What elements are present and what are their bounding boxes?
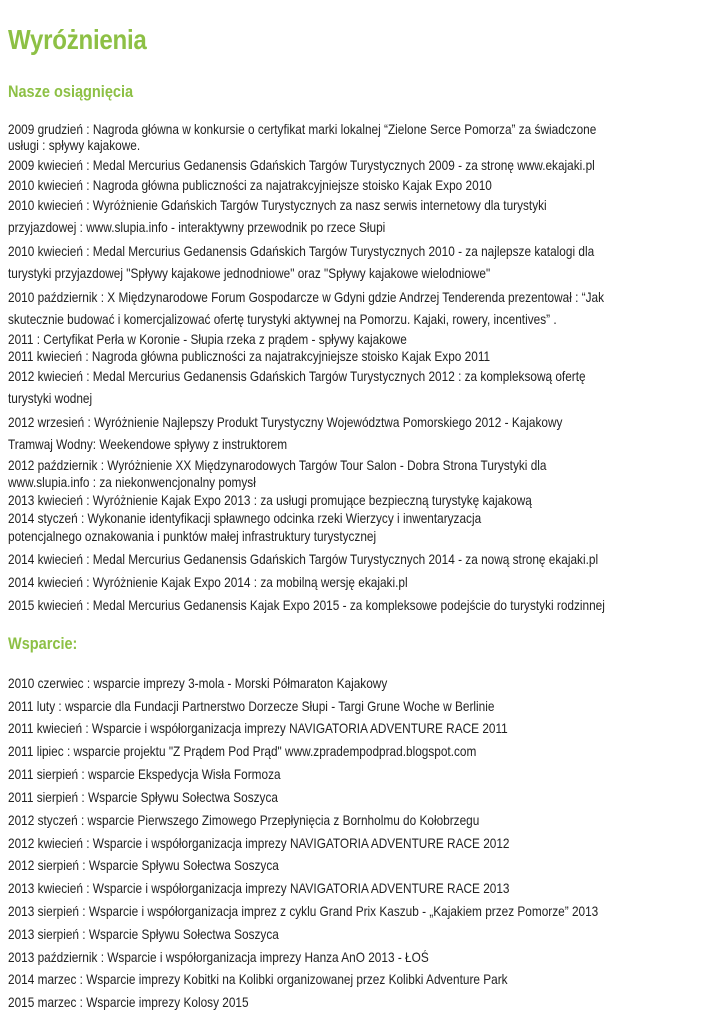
support-line: 2011 luty : wsparcie dla Fundacji Partnerstwo Dorzecze Słupi - Targi Grune Woche w Berlinie	[8, 699, 495, 714]
support-line: 2013 sierpień : Wsparcie i współorganizacja imprez z cyklu Grand Prix Kaszub - „Kajakiem przez Pomorze” 2013	[8, 904, 599, 919]
support-heading: Wsparcie:	[8, 635, 78, 653]
support-line: 2011 sierpień : wsparcie Ekspedycja Wisła Formoza	[8, 767, 281, 782]
support-line: 2013 sierpień : Wsparcie Spływu Sołectwa Soszyca	[8, 927, 279, 942]
achievement-line: turystyki przyjazdowej "Spływy kajakowe jednodniowe" oraz "Spływy kajakowe wielodniowe"	[8, 266, 491, 281]
support-line: 2014 marzec : Wsparcie imprezy Kobitki na Kolibki organizowanej przez Kolibki Adventure Park	[8, 972, 508, 987]
support-line: 2012 styczeń : wsparcie Pierwszego Zimowego Przepłynięcia z Bornholmu do Kołobrzegu	[8, 813, 480, 828]
achievement-line: 2010 kwiecień : Wyróżnienie Gdańskich Targów Turystycznych za nasz serwis internetowy dla turystyki	[8, 198, 547, 213]
support-line: 2013 kwiecień : Wsparcie i współorganizacja imprezy NAVIGATORIA ADVENTURE RACE 2013	[8, 881, 510, 896]
achievement-line: www.slupia.info : za niekonwencjonalny pomysł	[8, 475, 256, 490]
achievement-line: skutecznie budować i komercjalizować ofertę turystyki aktywnej na Pomorzu. Kajaki, rowery, incentives” .	[8, 312, 557, 327]
achievement-line: 2012 wrzesień : Wyróżnienie Najlepszy Produkt Turystyczny Województwa Pomorskiego 2012 - Kajakowy	[8, 415, 563, 430]
achievement-line: 2012 kwiecień : Medal Mercurius Gedanensis Gdańskich Targów Turystycznych 2012 : za kompleksową ofertę	[8, 369, 586, 384]
achievement-line: 2010 kwiecień : Nagroda główna publiczności za najatrakcyjniejsze stoisko Kajak Expo 2010	[8, 178, 492, 193]
achievement-line: 2011 kwiecień : Nagroda główna publiczności za najatrakcyjniejsze stoisko Kajak Expo 2011	[8, 349, 491, 364]
support-line: 2015 marzec : Wsparcie imprezy Kolosy 2015	[8, 995, 249, 1010]
support-line: 2012 sierpień : Wsparcie Spływu Sołectwa Soszyca	[8, 858, 279, 873]
achievement-line: 2014 styczeń : Wykonanie identyfikacji spławnego odcinka rzeki Wierzycy i inwentaryzacja	[8, 511, 482, 526]
achievement-line: 2011 : Certyfikat Perła w Koronie - Słupia rzeka z prądem - spływy kajakowe	[8, 332, 407, 347]
support-line: 2012 kwiecień : Wsparcie i współorganizacja imprezy NAVIGATORIA ADVENTURE RACE 2012	[8, 836, 510, 851]
support-line: 2010 czerwiec : wsparcie imprezy 3-mola - Morski Półmaraton Kajakowy	[8, 676, 388, 691]
achievement-line: potencjalnego oznakowania i punktów małej infrastruktury turystycznej	[8, 529, 377, 544]
achievement-line: 2009 grudzień : Nagroda główna w konkursie o certyfikat marki lokalnej “Zielone Serce Pomorza” za świadczone	[8, 122, 597, 137]
support-line: 2011 lipiec : wsparcie projektu "Z Prądem Pod Prąd" www.zpradempodprad.blogspot.com	[8, 744, 477, 759]
achievement-line: 2010 kwiecień : Medal Mercurius Gedanensis Gdańskich Targów Turystycznych 2010 - za najlepsze katalogi dla	[8, 244, 595, 259]
achievement-line: 2014 kwiecień : Wyróżnienie Kajak Expo 2014 : za mobilną wersję ekajaki.pl	[8, 575, 408, 590]
achievement-line: 2010 październik : X Międzynarodowe Forum Gospodarcze w Gdyni gdzie Andrzej Tenderenda prezentował : “Jak	[8, 290, 605, 305]
achievement-line: usługi : spływy kajakowe.	[8, 138, 141, 153]
support-line: 2013 październik : Wsparcie i współorganizacja imprezy Hanza AnO 2013 - ŁOŚ	[8, 950, 429, 965]
support-line: 2011 kwiecień : Wsparcie i współorganizacja imprezy NAVIGATORIA ADVENTURE RACE 2011	[8, 721, 508, 736]
support-line: 2011 sierpień : Wsparcie Spływu Sołectwa Soszyca	[8, 790, 278, 805]
achievement-line: 2012 październik : Wyróżnienie XX Międzynarodowych Targów Tour Salon - Dobra Strona Turystyki dla	[8, 458, 547, 473]
achievement-line: 2013 kwiecień : Wyróżnienie Kajak Expo 2013 : za usługi promujące bezpieczną turystykę kajakową	[8, 493, 532, 508]
achievement-line: Tramwaj Wodny: Weekendowe spływy z instruktorem	[8, 437, 288, 452]
achievement-line: 2015 kwiecień : Medal Mercurius Gedanensis Kajak Expo 2015 - za kompleksowe podejście do turystyki rodzinnej	[8, 598, 605, 613]
achievement-line: 2014 kwiecień : Medal Mercurius Gedanensis Gdańskich Targów Turystycznych 2014 - za nową stronę ekajaki.pl	[8, 552, 599, 567]
page-title: Wyróżnienia	[8, 24, 147, 55]
achievement-line: turystyki wodnej	[8, 391, 93, 406]
achievement-line: przyjazdowej : www.slupia.info - interaktywny przewodnik po rzece Słupi	[8, 220, 386, 235]
achievements-heading: Nasze osiągnięcia	[8, 83, 134, 101]
achievement-line: 2009 kwiecień : Medal Mercurius Gedanensis Gdańskich Targów Turystycznych 2009 - za stronę www.ekajaki.pl	[8, 158, 595, 173]
